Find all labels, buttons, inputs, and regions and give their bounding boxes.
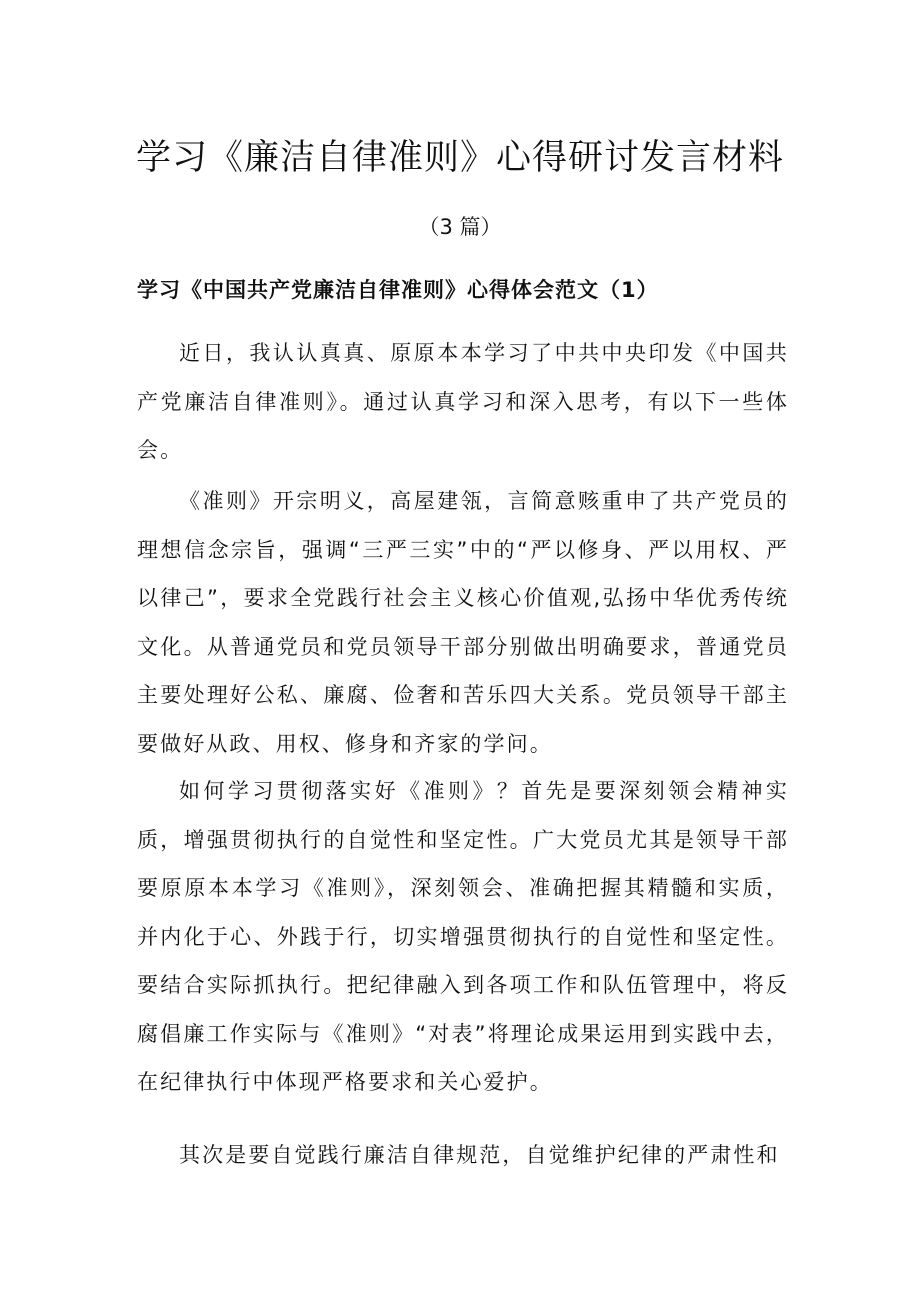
paragraph: 近日，我认认真真、原原本本学习了中共中央印发《中国共产党廉洁自律准则》。通过认真学习和深入思考，有以下一些体会。 bbox=[137, 341, 789, 462]
paragraph: 如何学习贯彻落实好《准则》？首先是要深刻领会精神实质，增强贯彻执行的自觉性和坚定性。广大党员尤其是领导干部要原原本本学习《准则》，深刻领会、准确把握其精髓和实质，并内化于心、外践于行，切实增强贯彻执行的自觉性和坚定性。要结合实际抓执行。把纪律融入到各项工作和队伍管理中，将反腐倡廉工作实际与《准则》“对表”将理论成果运用到实践中去，在纪律执行中体现严格要求和关心爱护。 bbox=[137, 779, 789, 1094]
paragraph: 其次是要自觉践行廉洁自律规范，自觉维护纪律的严肃性和 bbox=[179, 1143, 780, 1167]
section-heading: 学习《中国共产党廉洁自律准则》心得体会范文（1） bbox=[137, 278, 659, 302]
document-title: 学习《廉洁自律准则》心得研讨发言材料 bbox=[135, 138, 784, 178]
document-subtitle: （3 篇） bbox=[418, 215, 502, 239]
paragraph: 《准则》开宗明义，高屋建瓴，言简意赅重申了共产党员的理想信念宗旨，强调“三严三实”中的“严以修身、严以用权、严以律己”，要求全党践行社会主义核心价值观,弘扬中华优秀传统文化。从普通党员和党员领导干部分别做出明确要求，普通党员主要处理好公私、廉腐、俭奢和苦乐四大关系。党员领导干部主要做好从政、用权、修身和齐家的学问。 bbox=[137, 489, 789, 756]
